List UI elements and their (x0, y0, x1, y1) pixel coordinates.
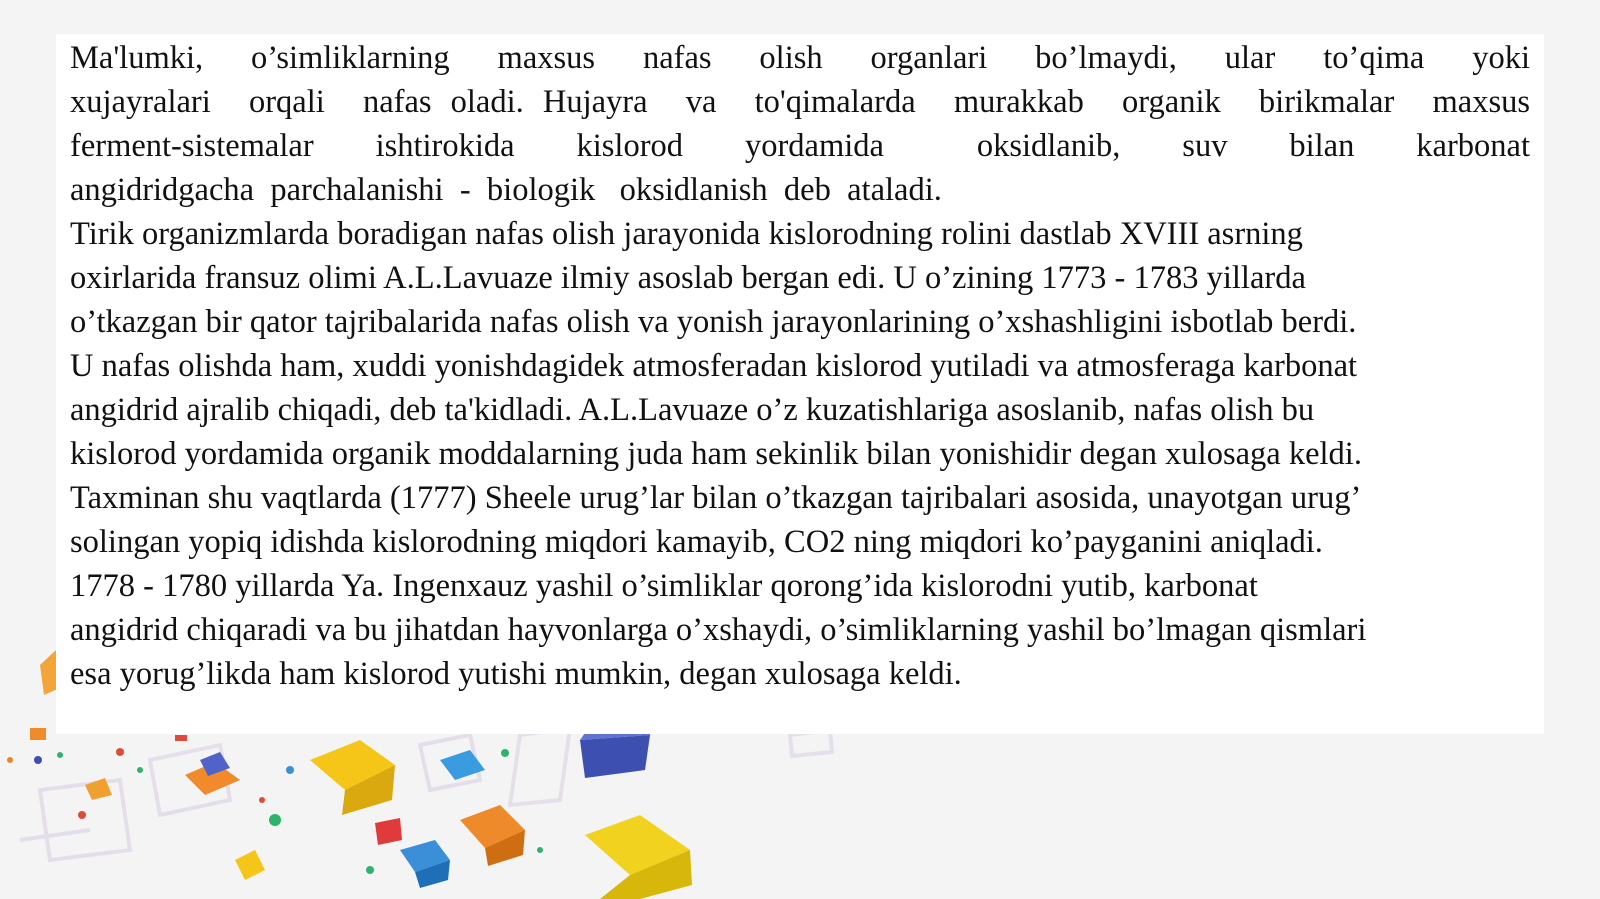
paragraph-line: ferment-sistemalar ishtirokida kislorod yordamida oksidlanib, suv bilan karbonat (70, 128, 1530, 164)
paragraph-line: kislorod yordamida organik moddalarning juda ham sekinlik bilan yonishidir degan xulosaga keldi. (70, 436, 1362, 472)
paragraph-line: oxirlarida fransuz olimi A.L.Lavuaze ilmiy asoslab bergan edi. U o’zining 1773 - 1783 yillarda (70, 260, 1306, 296)
paragraph-line: xujayralari orqali nafas oladi. Hujayra va to'qimalarda murakkab organik birikmalar maxsus (70, 84, 1530, 120)
paragraph-line: 1778 - 1780 yillarda Ya. Ingenxauz yashil o’simliklar qorong’ida kislorodni yutib, karbonat (70, 568, 1258, 604)
paragraph-line: Taxminan shu vaqtlarda (1777) Sheele urug’lar bilan o’tkazgan tajribalari asosida, unayotgan urug’ (70, 480, 1362, 516)
paragraph-line: Ma'lumki, o’simliklarning maxsus nafas olish organlari bo’lmaydi, ular to’qima yoki (70, 40, 1530, 76)
paragraph-line: solingan yopiq idishda kislorodning miqdori kamayib, CO2 ning miqdori ko’payganini aniqladi. (70, 524, 1323, 560)
paragraph-line: angidrid ajralib chiqadi, deb ta'kidladi. A.L.Lavuaze o’z kuzatishlariga asoslanib, nafas olish bu (70, 392, 1315, 428)
paragraph-line: esa yorug’likda ham kislorod yutishi mumkin, degan xulosaga keldi. (70, 656, 962, 692)
paragraph-line: o’tkazgan bir qator tajribalarida nafas olish va yonish jarayonlarining o’xshashligini isbotlab berdi. (70, 304, 1357, 340)
text-content-box (56, 34, 1544, 734)
paragraph-line: U nafas olishda ham, xuddi yonishdagidek atmosferadan kislorod yutiladi va atmosferaga karbonat (70, 348, 1358, 384)
paragraph-line: angidridgacha parchalanishi - biologik oksidlanish deb ataladi. (70, 172, 942, 208)
paragraph-line: angidrid chiqaradi va bu jihatdan hayvonlarga o’xshaydi, o’simliklarning yashil bo’lmagan qismlari (70, 612, 1367, 648)
paragraph-line: Tirik organizmlarda boradigan nafas olish jarayonida kislorodning rolini dastlab XVIII asrning (70, 216, 1303, 252)
